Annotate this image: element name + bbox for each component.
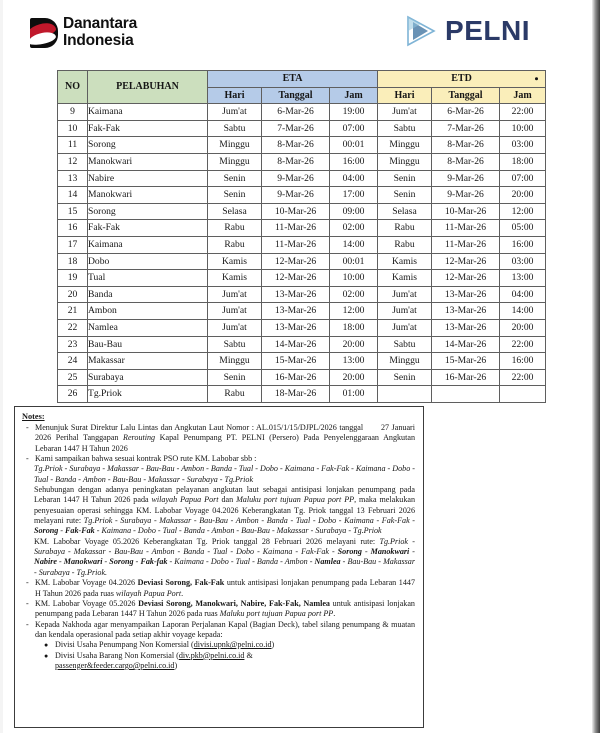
- cell-no: 12: [58, 153, 88, 170]
- table-row: [58, 253, 546, 270]
- cell-eta-hari: Sabtu: [208, 120, 262, 137]
- th-etd-hari: Hari: [378, 87, 432, 104]
- bullet-2-email-1[interactable]: div.pkb@pelni.co.id: [178, 650, 245, 660]
- table-row: [58, 104, 546, 121]
- cell-etd-hari: Minggu: [378, 153, 432, 170]
- cell-eta-jam: 14:00: [330, 236, 378, 253]
- cell-eta-hari: Rabu: [208, 236, 262, 253]
- cell-etd-tanggal: 12-Mar-26: [432, 270, 500, 287]
- th-eta-group: ETA: [208, 71, 378, 88]
- th-etd-group: [378, 71, 546, 88]
- note-3-b: untuk antisipasi lonjakan penumpang pada Lebaran 1447 H Tahun 2026 pada ruas: [35, 578, 415, 598]
- cell-etd-jam: 16:00: [500, 236, 546, 253]
- cell-eta-jam: 17:00: [330, 187, 378, 204]
- note-2-body: [35, 454, 415, 464]
- cell-eta-hari: Senin: [208, 187, 262, 204]
- cell-etd-jam: 07:00: [500, 170, 546, 187]
- cell-no: 20: [58, 286, 88, 303]
- bullet-2-tail: ): [174, 660, 178, 670]
- cell-no: 18: [58, 253, 88, 270]
- cell-no: 9: [58, 104, 88, 121]
- cell-eta-jam: 10:00: [330, 270, 378, 287]
- cell-no: 13: [58, 170, 88, 187]
- cell-eta-tanggal: 11-Mar-26: [262, 220, 330, 237]
- cell-etd-tanggal: 9-Mar-26: [432, 170, 500, 187]
- cell-etd-jam: 20:00: [500, 319, 546, 336]
- table-row: [58, 270, 546, 287]
- schedule-table: [57, 70, 546, 403]
- note-dash: -: [26, 619, 29, 629]
- cell-no: 14: [58, 187, 88, 204]
- bullet-2-body: [55, 651, 415, 672]
- cell-etd-jam: 22:00: [500, 369, 546, 386]
- cell-etd-tanggal: 13-Mar-26: [432, 286, 500, 303]
- th-eta-jam: Jam: [330, 87, 378, 104]
- cell-etd-jam: 14:00: [500, 303, 546, 320]
- v05-route-part1: Tg.Priok - Surabaya - Makassar - Bau-Bau - Ambon - Banda - Tual - Dobo - Kaimana - Fak-Fak -: [34, 536, 416, 557]
- note-item-2: [22, 454, 415, 464]
- cell-eta-hari: Rabu: [208, 220, 262, 237]
- cell-eta-jam: 01:00: [330, 386, 378, 403]
- cell-etd-jam: 03:00: [500, 137, 546, 154]
- cell-pelabuhan: Tg.Priok: [88, 386, 208, 403]
- cell-eta-tanggal: 6-Mar-26: [262, 104, 330, 121]
- cell-pelabuhan: Kaimana: [88, 236, 208, 253]
- cell-etd-hari: Jum'at: [378, 104, 432, 121]
- cell-eta-hari: Sabtu: [208, 336, 262, 353]
- note-dash: -: [26, 454, 29, 464]
- cell-eta-jam: 09:00: [330, 203, 378, 220]
- note-2-paragraph: [34, 485, 415, 537]
- cell-eta-tanggal: 11-Mar-26: [262, 236, 330, 253]
- cell-pelabuhan: Sorong: [88, 137, 208, 154]
- cell-eta-jam: 02:00: [330, 220, 378, 237]
- th-pelabuhan: PELABUHAN: [88, 71, 208, 104]
- th-etd-tanggal: Tanggal: [432, 87, 500, 104]
- cell-etd-tanggal: 7-Mar-26: [432, 120, 500, 137]
- table-row: [58, 336, 546, 353]
- cell-eta-jam: 19:00: [330, 104, 378, 121]
- cell-eta-tanggal: 9-Mar-26: [262, 170, 330, 187]
- cell-etd-jam: 12:00: [500, 203, 546, 220]
- danantara-logo-icon: [30, 18, 58, 48]
- schedule-table-body: [58, 104, 546, 403]
- cell-pelabuhan: Fak-Fak: [88, 120, 208, 137]
- cell-pelabuhan: Makassar: [88, 353, 208, 370]
- bullet-2-amp: &: [244, 650, 253, 660]
- table-row: [58, 369, 546, 386]
- table-row: [58, 286, 546, 303]
- cell-etd-tanggal: 13-Mar-26: [432, 303, 500, 320]
- cell-eta-hari: Minggu: [208, 153, 262, 170]
- notes-bullet-1: [44, 640, 415, 650]
- th-eta-hari: Hari: [208, 87, 262, 104]
- v05-route-bold2: Namlea: [314, 557, 341, 567]
- cell-eta-hari: Rabu: [208, 386, 262, 403]
- cell-etd-hari: Rabu: [378, 236, 432, 253]
- cell-eta-hari: Jum'at: [208, 303, 262, 320]
- note-2-intro: Kami sampaikan bahwa sesuai kontrak PSO rute KM. Labobar sbb :: [35, 454, 257, 464]
- note-3-body: [35, 578, 415, 599]
- note-4-c: .: [333, 609, 336, 619]
- bullet-dot-icon: ●: [44, 651, 49, 660]
- cell-eta-tanggal: 12-Mar-26: [262, 270, 330, 287]
- note-2-voyage05: [34, 537, 415, 578]
- v05-intro: KM. Labobar Voyage 05.2026 Keberangkatan Tg. Priok tanggal 28 Februari 2026 melayani rute:: [34, 536, 380, 546]
- table-row: [58, 170, 546, 187]
- cell-eta-jam: 02:00: [330, 286, 378, 303]
- cell-eta-tanggal: 10-Mar-26: [262, 203, 330, 220]
- v04-route-part2: - Kaimana - Dobo - Tual - Banda - Ambon - Bau-Bau - Makassar - Surabaya - Tg.Priok: [94, 526, 382, 536]
- note-item-4: [22, 599, 415, 620]
- th-etd-label: ETD: [451, 73, 472, 84]
- cell-no: 25: [58, 369, 88, 386]
- cell-eta-jam: 20:00: [330, 369, 378, 386]
- cell-pelabuhan: Surabaya: [88, 369, 208, 386]
- table-header-row-top: [58, 71, 546, 88]
- cell-etd-jam: [500, 386, 546, 403]
- cell-no: 15: [58, 203, 88, 220]
- cell-pelabuhan: Nabire: [88, 170, 208, 187]
- note-item-3: [22, 578, 415, 599]
- cell-etd-tanggal: 13-Mar-26: [432, 319, 500, 336]
- danantara-logo: [30, 16, 137, 49]
- table-row: [58, 153, 546, 170]
- note-3-a: KM. Labobar Voyage 04.2026: [35, 578, 138, 588]
- bullet-2-label: Divisi Usaha Barang Non Komersial (: [55, 650, 179, 660]
- cell-etd-jam: 13:00: [500, 270, 546, 287]
- cell-eta-tanggal: 7-Mar-26: [262, 120, 330, 137]
- cell-eta-jam: 00:01: [330, 137, 378, 154]
- table-row: [58, 303, 546, 320]
- cell-etd-hari: Kamis: [378, 253, 432, 270]
- table-row: [58, 236, 546, 253]
- v05-route-part2: - Kaimana - Dobo - Tual - Banda - Ambon -: [167, 557, 315, 567]
- cell-no: 17: [58, 236, 88, 253]
- cell-eta-hari: Jum'at: [208, 319, 262, 336]
- document-header: [0, 12, 592, 60]
- cell-eta-hari: Senin: [208, 369, 262, 386]
- bullet-1-tail: ): [271, 640, 275, 650]
- cell-etd-tanggal: 10-Mar-26: [432, 203, 500, 220]
- cell-etd-tanggal: 9-Mar-26: [432, 187, 500, 204]
- cell-etd-tanggal: 16-Mar-26: [432, 369, 500, 386]
- cell-no: 16: [58, 220, 88, 237]
- cell-etd-jam: 03:00: [500, 253, 546, 270]
- cell-etd-hari: Jum'at: [378, 319, 432, 336]
- v05-route-bold1: Sorong - Manokwari - Nabire - Manokwari - Sorong - Fak-fak: [34, 547, 415, 567]
- cell-etd-hari: Senin: [378, 170, 432, 187]
- cell-eta-tanggal: 15-Mar-26: [262, 353, 330, 370]
- cell-no: 21: [58, 303, 88, 320]
- note-2-para-b: dan: [218, 495, 237, 505]
- bullet-2-email-2[interactable]: passenger&feeder.cargo@pelni.co.id: [55, 660, 175, 670]
- cell-etd-hari: Rabu: [378, 220, 432, 237]
- note-item-5: [22, 620, 415, 641]
- cell-eta-tanggal: 16-Mar-26: [262, 369, 330, 386]
- table-row: [58, 353, 546, 370]
- cell-etd-hari: Selasa: [378, 203, 432, 220]
- v04-route-bold: Sorong - Fak-Fak: [34, 526, 95, 536]
- cell-no: 10: [58, 120, 88, 137]
- th-eta-tanggal: Tanggal: [262, 87, 330, 104]
- cell-etd-tanggal: 12-Mar-26: [432, 253, 500, 270]
- note-3-italic: wilayah Papua Port: [115, 588, 182, 598]
- cell-eta-tanggal: 13-Mar-26: [262, 286, 330, 303]
- bullet-1-email[interactable]: divisi.upnk@pelni.co.id: [193, 640, 272, 650]
- note-4-bold: Deviasi Sorong, Manokwari, Nabire, Fak-Fak, Namlea: [138, 598, 330, 608]
- cell-eta-jam: 07:00: [330, 120, 378, 137]
- cell-eta-jam: 00:01: [330, 253, 378, 270]
- cell-pelabuhan: Sorong: [88, 203, 208, 220]
- cell-etd-hari: [378, 386, 432, 403]
- cell-pelabuhan: Banda: [88, 286, 208, 303]
- cell-etd-hari: Senin: [378, 369, 432, 386]
- note-2-para-italic-2: Maluku port tujuan Papua port PP: [236, 495, 355, 505]
- cell-eta-hari: Selasa: [208, 203, 262, 220]
- etd-marker-dot-icon: [535, 77, 539, 81]
- cell-etd-jam: 05:00: [500, 220, 546, 237]
- note-item-1: [22, 423, 415, 454]
- cell-eta-hari: Kamis: [208, 253, 262, 270]
- note-1-body: [35, 423, 415, 454]
- cell-eta-tanggal: 9-Mar-26: [262, 187, 330, 204]
- table-row: [58, 187, 546, 204]
- bullet-1-label: Divisi Usaha Penumpang Non Komersial (: [55, 640, 194, 650]
- pelni-logo: [404, 14, 530, 48]
- danantara-wordmark-line2: Indonesia: [63, 31, 134, 49]
- cell-etd-jam: 16:00: [500, 353, 546, 370]
- cell-eta-tanggal: 14-Mar-26: [262, 336, 330, 353]
- cell-no: 19: [58, 270, 88, 287]
- cell-etd-jam: 22:00: [500, 104, 546, 121]
- cell-etd-tanggal: [432, 386, 500, 403]
- cell-etd-tanggal: 6-Mar-26: [432, 104, 500, 121]
- note-4-body: [35, 599, 415, 620]
- note-4-italic: Maluku port tujuan Papua port PP: [219, 609, 334, 619]
- cell-pelabuhan: Dobo: [88, 253, 208, 270]
- note-4-a: KM. Labobar Voyage 05.2026: [35, 598, 139, 608]
- cell-etd-hari: Minggu: [378, 137, 432, 154]
- cell-etd-hari: Jum'at: [378, 303, 432, 320]
- cell-pelabuhan: Manokwari: [88, 153, 208, 170]
- danantara-wordmark-line1: Danantara: [63, 15, 138, 32]
- cell-eta-jam: 13:00: [330, 353, 378, 370]
- page-left-margin: [0, 0, 3, 733]
- cell-eta-tanggal: 8-Mar-26: [262, 153, 330, 170]
- pelni-logo-icon: [404, 14, 438, 48]
- note-2-pso-route: Tg.Priok - Surabaya - Makassar - Bau-Bau - Ambon - Banda - Tual - Dobo - Kaimana - Fak-Fak - Kaimana - Dobo - Tual - Banda - Ambon - Bau-Bau - Makassar - Surabaya - Tg.Priok: [34, 464, 415, 484]
- table-row: [58, 386, 546, 403]
- table-row: [58, 120, 546, 137]
- note-1-italic: Rerouting: [123, 433, 156, 443]
- note-2-para-italic-1: wilayah Papua Port: [151, 495, 219, 505]
- cell-etd-hari: Jum'at: [378, 286, 432, 303]
- cell-eta-tanggal: 8-Mar-26: [262, 137, 330, 154]
- cell-no: 23: [58, 336, 88, 353]
- cell-eta-hari: Jum'at: [208, 104, 262, 121]
- danantara-wordmark: [63, 16, 137, 49]
- cell-no: 11: [58, 137, 88, 154]
- cell-eta-hari: Minggu: [208, 137, 262, 154]
- cell-etd-hari: Sabtu: [378, 336, 432, 353]
- note-4-b: untuk antisipasi lonjakan penumpang pada Lebaran 1447 H Tahun 2026 pada ruas: [35, 598, 415, 619]
- table-row: [58, 203, 546, 220]
- cell-etd-tanggal: 8-Mar-26: [432, 137, 500, 154]
- page-right-scan-edge: [592, 0, 600, 733]
- note-3-c: .: [181, 588, 184, 598]
- cell-pelabuhan: Namlea: [88, 319, 208, 336]
- table-row: [58, 137, 546, 154]
- cell-pelabuhan: Tual: [88, 270, 208, 287]
- cell-pelabuhan: Manokwari: [88, 187, 208, 204]
- cell-pelabuhan: Kaimana: [88, 104, 208, 121]
- cell-eta-tanggal: 13-Mar-26: [262, 319, 330, 336]
- cell-no: 22: [58, 319, 88, 336]
- cell-etd-hari: Senin: [378, 187, 432, 204]
- notes-title: Notes:: [22, 412, 45, 421]
- cell-etd-tanggal: 14-Mar-26: [432, 336, 500, 353]
- table-row: [58, 319, 546, 336]
- table-row: [58, 220, 546, 237]
- notes-box: [14, 406, 424, 728]
- cell-eta-hari: Minggu: [208, 353, 262, 370]
- cell-etd-jam: 18:00: [500, 153, 546, 170]
- note-dash: -: [26, 423, 29, 432]
- cell-eta-jam: 12:00: [330, 303, 378, 320]
- v04-route-part1: Tg.Priok - Surabaya - Makassar - Bau-Bau - Ambon - Banda - Tual - Dobo - Kaimana - Fak-Fak -: [83, 516, 415, 526]
- th-no: NO: [58, 71, 88, 104]
- th-etd-jam: Jam: [500, 87, 546, 104]
- cell-eta-tanggal: 13-Mar-26: [262, 303, 330, 320]
- cell-etd-tanggal: 8-Mar-26: [432, 153, 500, 170]
- cell-eta-jam: 18:00: [330, 319, 378, 336]
- note-1-text-b: Kapal Penumpang PT. PELNI (Persero) Pada Penyelenggaraan Angkutan Lebaran 1447 H Tahun 2026: [35, 433, 415, 453]
- cell-pelabuhan: Fak-Fak: [88, 220, 208, 237]
- cell-etd-hari: Minggu: [378, 353, 432, 370]
- cell-etd-hari: Kamis: [378, 270, 432, 287]
- note-3-bold: Deviasi Sorong, Fak-Fak: [137, 578, 225, 588]
- cell-etd-jam: 20:00: [500, 187, 546, 204]
- bullet-dot-icon: ●: [44, 641, 49, 650]
- cell-eta-hari: Jum'at: [208, 286, 262, 303]
- cell-eta-tanggal: 12-Mar-26: [262, 253, 330, 270]
- cell-etd-hari: Sabtu: [378, 120, 432, 137]
- notes-bullet-2: [44, 651, 415, 672]
- cell-etd-tanggal: 11-Mar-26: [432, 220, 500, 237]
- cell-eta-hari: Senin: [208, 170, 262, 187]
- cell-etd-jam: 10:00: [500, 120, 546, 137]
- note-1-text-a: Menunjuk Surat Direktur Lalu Lintas dan Angkutan Laut Nomor : AL.015/1/15/DJPL/2026 tanggal 27 Januari 2026 Perihal Tanggapan: [35, 423, 415, 443]
- cell-eta-tanggal: 18-Mar-26: [262, 386, 330, 403]
- cell-eta-jam: 04:00: [330, 170, 378, 187]
- bullet-1-body: [55, 640, 415, 650]
- note-dash: -: [26, 598, 29, 608]
- note-5-body: Kepada Nakhoda agar menyampaikan Laporan Perjalanan Kapal (Bagian Deck), tabel silang penumpang & muatan dan kendala operasional pada setiap akhir voyage kepada:: [35, 619, 415, 639]
- cell-etd-jam: 04:00: [500, 286, 546, 303]
- cell-pelabuhan: Ambon: [88, 303, 208, 320]
- pelni-wordmark: PELNI: [445, 15, 530, 46]
- v05-route-part3: - Bau-Bau - Makassar - Surabaya - Tg.Priok.: [34, 557, 415, 577]
- cell-etd-jam: 22:00: [500, 336, 546, 353]
- cell-eta-hari: Kamis: [208, 270, 262, 287]
- note-2-para-a: Sehubungan dengan adanya peningkatan pelayanan angkutan laut sebagai antisipasi lonjakan penumpang pada Lebaran 1447 H Tahun 2026 pada: [34, 485, 415, 505]
- cell-pelabuhan: Bau-Bau: [88, 336, 208, 353]
- cell-eta-jam: 20:00: [330, 336, 378, 353]
- note-2-para-c: , maka melakukan penyesuaian operasi sehingga KM. Labobar Voyage 04.2026 Keberangkatan Tg. Priok tanggal 13 Februari 2026 melayani rute:: [34, 495, 415, 526]
- cell-no: 24: [58, 353, 88, 370]
- cell-no: 26: [58, 386, 88, 403]
- cell-eta-jam: 16:00: [330, 153, 378, 170]
- note-dash: -: [26, 578, 29, 588]
- cell-etd-tanggal: 11-Mar-26: [432, 236, 500, 253]
- cell-etd-tanggal: 15-Mar-26: [432, 353, 500, 370]
